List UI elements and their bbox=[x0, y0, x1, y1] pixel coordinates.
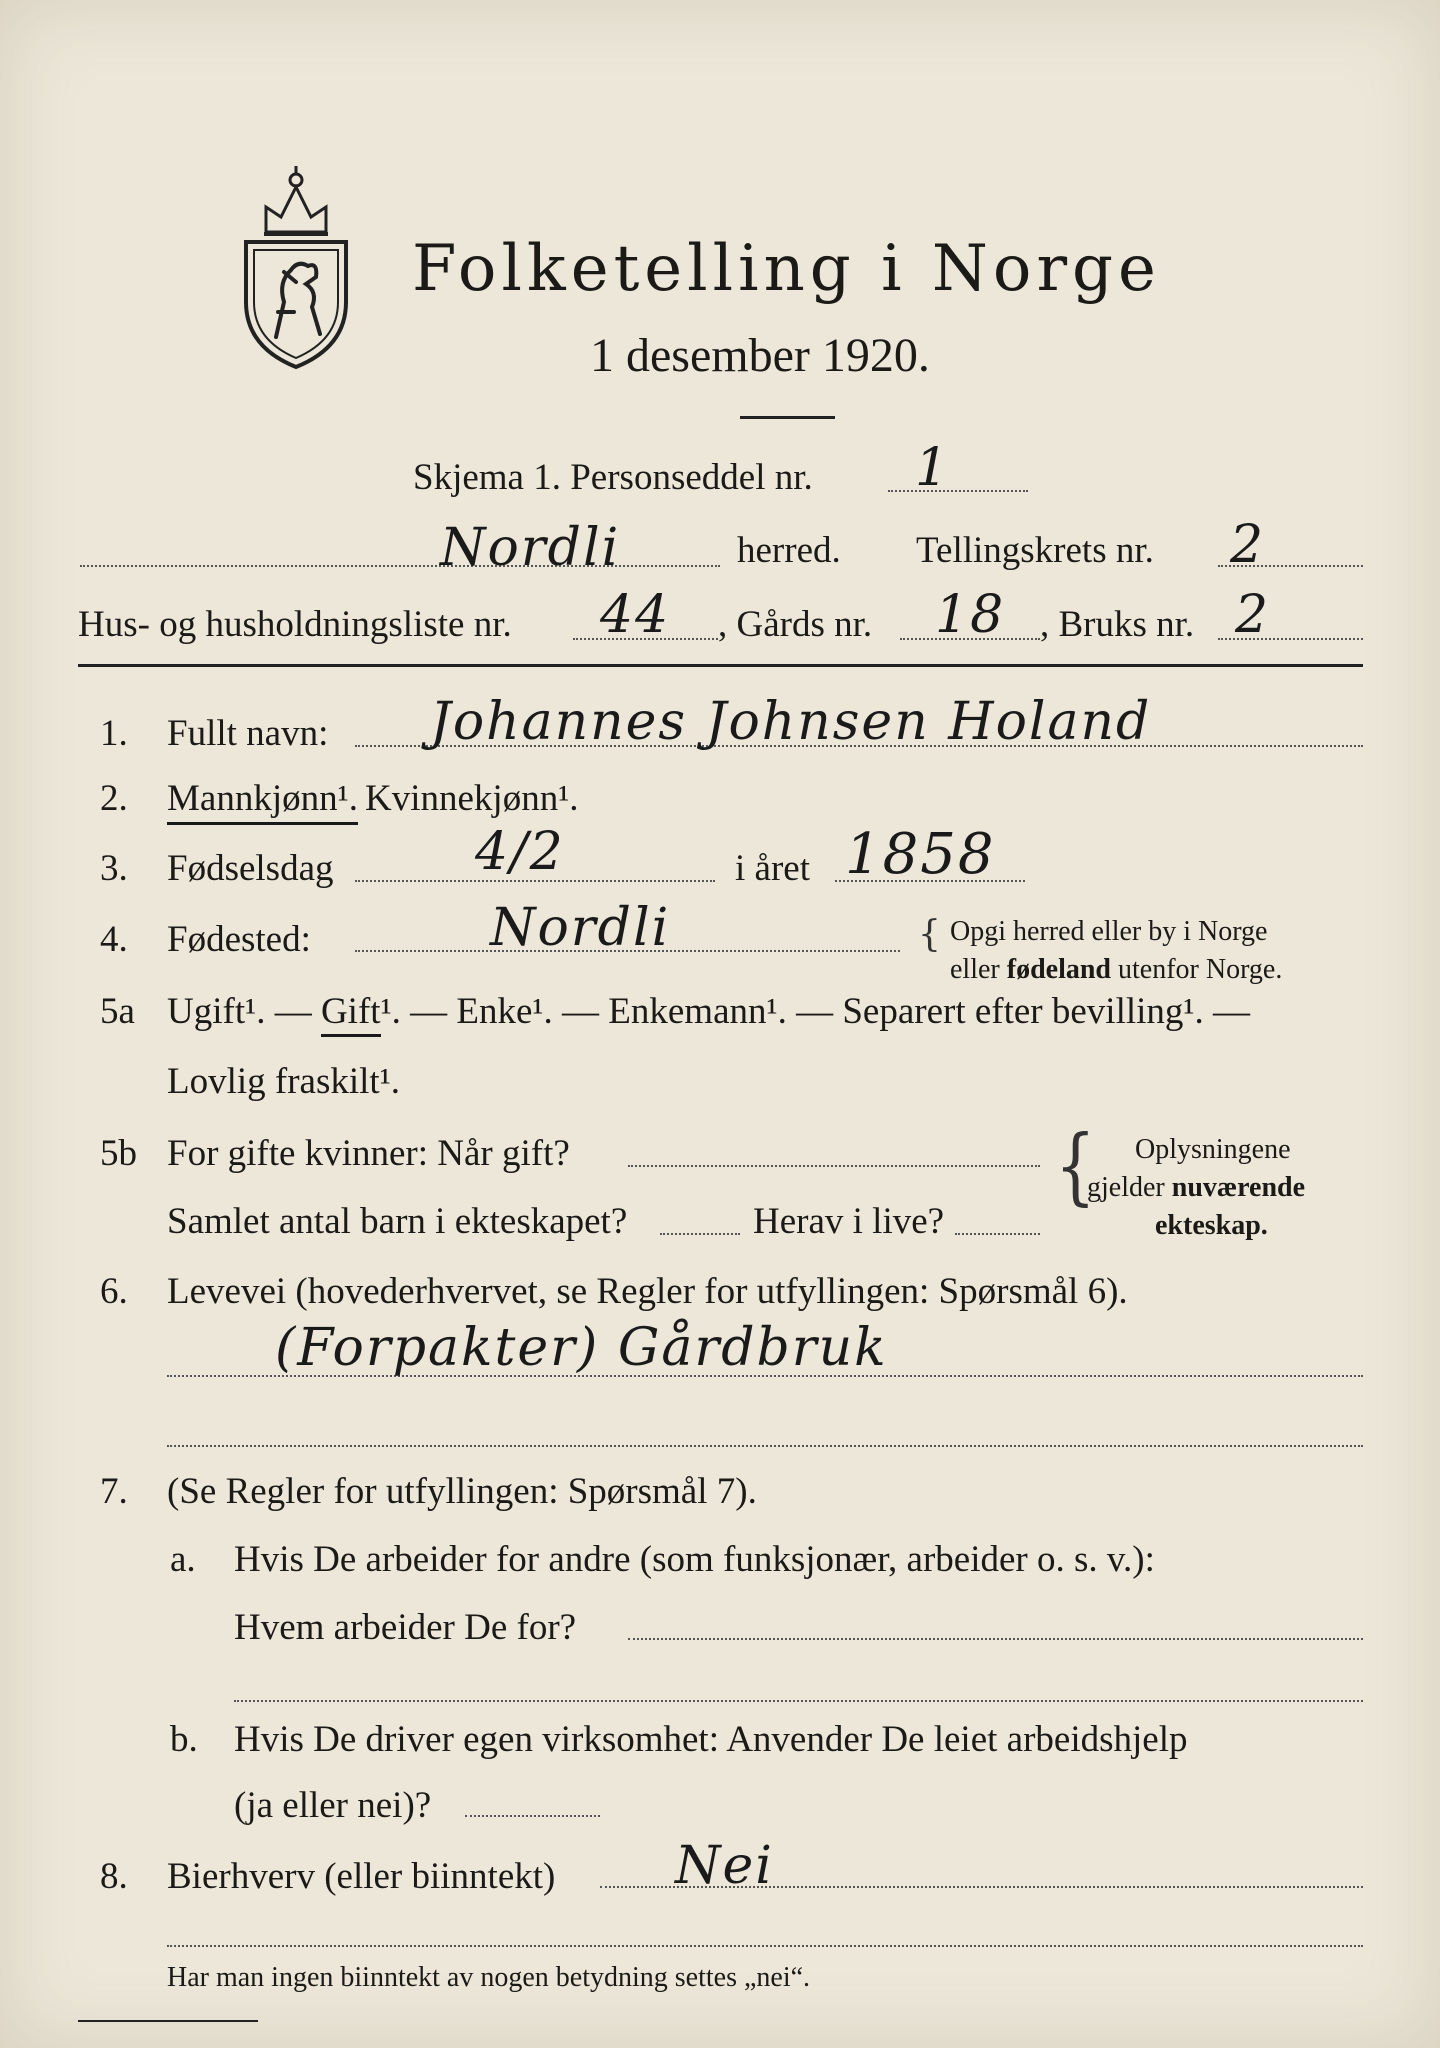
title-divider bbox=[740, 416, 835, 419]
tellingskrets-label: Tellingskrets nr. bbox=[916, 530, 1154, 571]
status-gift-option[interactable]: Gift bbox=[321, 991, 381, 1037]
q6-number: 6. bbox=[100, 1271, 128, 1312]
q4-note-line1: Opgi herred eller by i Norge bbox=[950, 916, 1268, 947]
q7a-question: Hvem arbeider De for? bbox=[234, 1607, 577, 1648]
q4-number: 4. bbox=[100, 919, 128, 960]
birthday-value[interactable]: 4/2 bbox=[475, 822, 565, 882]
form-title: Folketelling i Norge bbox=[412, 232, 1161, 306]
birthplace-value[interactable]: Nordli bbox=[490, 898, 671, 958]
footnote-rule bbox=[78, 2020, 258, 2022]
q5b-brace: { bbox=[1055, 1118, 1096, 1216]
q8-label: Bierhverv (eller biinntekt) bbox=[167, 1856, 556, 1897]
q5b-married-line bbox=[628, 1165, 1040, 1167]
bruks-label: , Bruks nr. bbox=[1040, 604, 1195, 645]
side-income-value[interactable]: Nei bbox=[675, 1836, 774, 1896]
q5b-note-nuvaerende: nuværende bbox=[1171, 1172, 1306, 1203]
q1-label: Fullt navn: bbox=[167, 713, 329, 754]
personseddel-line bbox=[888, 490, 1028, 492]
q5b-children-line bbox=[660, 1233, 740, 1235]
q5b-note-line3: ekteskap. bbox=[1155, 1210, 1268, 1241]
gards-value[interactable]: 18 bbox=[935, 585, 1006, 645]
q7b-number: b. bbox=[170, 1719, 198, 1760]
q7a-line1 bbox=[628, 1638, 1363, 1640]
q2-number: 2. bbox=[100, 778, 128, 819]
gards-label: , Gårds nr. bbox=[718, 604, 873, 645]
gender-female-option[interactable]: Kvinnekjønn¹. bbox=[365, 778, 579, 819]
footer-note: Har man ingen biinntekt av nogen betydning settes „nei“. bbox=[167, 1962, 811, 1993]
household-value[interactable]: 44 bbox=[600, 585, 671, 645]
bruks-value[interactable]: 2 bbox=[1235, 585, 1271, 645]
household-label: Hus- og husholdningsliste nr. bbox=[78, 604, 512, 645]
herred-label: herred. bbox=[737, 530, 841, 571]
q1-number: 1. bbox=[100, 713, 128, 754]
q5b-note-line2 bbox=[1087, 1172, 1305, 1204]
q6-label: Levevei (hovederhvervet, se Regler for utfyllingen: Spørsmål 6). bbox=[167, 1271, 1128, 1312]
q4-brace: { bbox=[918, 914, 941, 955]
occupation-value[interactable]: (Forpakter) Gårdbruk bbox=[275, 1318, 888, 1378]
q8-line2 bbox=[167, 1945, 1363, 1947]
status-ugift-option[interactable]: Ugift¹. — bbox=[167, 991, 312, 1032]
q3-number: 3. bbox=[100, 848, 128, 889]
birth-year-value[interactable]: 1858 bbox=[845, 822, 996, 887]
status-other-options[interactable]: ¹. — Enke¹. — Enkemann¹. — Separert efter bevilling¹. — bbox=[380, 991, 1251, 1032]
q4-note-eller: eller bbox=[950, 954, 1000, 985]
form-date: 1 desember 1920. bbox=[590, 329, 930, 382]
q5a-number: 5a bbox=[100, 991, 135, 1032]
q7a-number: a. bbox=[170, 1539, 196, 1580]
q5a-options bbox=[167, 990, 1250, 1033]
status-fraskilt-option[interactable]: Lovlig fraskilt¹. bbox=[167, 1061, 401, 1102]
q7b-text: Hvis De driver egen virksomhet: Anvender De leiet arbeidshjelp bbox=[234, 1719, 1188, 1760]
q5b-label-alive: Herav i live? bbox=[753, 1201, 945, 1242]
q6-line2 bbox=[167, 1445, 1363, 1447]
q5b-alive-line bbox=[955, 1233, 1040, 1235]
personseddel-value[interactable]: 1 bbox=[915, 438, 951, 498]
herred-value[interactable]: Nordli bbox=[440, 518, 621, 578]
gender-male-option[interactable]: Mannkjønn¹. bbox=[167, 777, 358, 825]
q4-note-fodeland: fødeland bbox=[1006, 954, 1111, 985]
herred-line bbox=[80, 565, 720, 567]
header-rule bbox=[78, 664, 1363, 667]
q7-label: (Se Regler for utfyllingen: Spørsmål 7). bbox=[167, 1471, 757, 1512]
q5b-note-gjelder: gjelder bbox=[1087, 1172, 1165, 1203]
year-label: i året bbox=[735, 848, 810, 889]
q5b-label-married: For gifte kvinner: Når gift? bbox=[167, 1133, 570, 1174]
q7b-line bbox=[465, 1815, 600, 1817]
q5b-number: 5b bbox=[100, 1133, 137, 1174]
q4-note-utenfor: utenfor Norge. bbox=[1118, 954, 1283, 985]
q7-number: 7. bbox=[100, 1471, 128, 1512]
personseddel-label: Skjema 1. Personseddel nr. bbox=[413, 457, 813, 498]
q7b-question: (ja eller nei)? bbox=[234, 1785, 432, 1826]
q7a-text: Hvis De arbeider for andre (som funksjonær, arbeider o. s. v.): bbox=[234, 1539, 1155, 1580]
q8-number: 8. bbox=[100, 1856, 128, 1897]
coat-of-arms-icon bbox=[236, 162, 356, 372]
full-name-value[interactable]: Johannes Johnsen Holand bbox=[430, 692, 1152, 752]
q4-label: Fødested: bbox=[167, 919, 311, 960]
q5b-label-children: Samlet antal barn i ekteskapet? bbox=[167, 1201, 628, 1242]
tellingskrets-value[interactable]: 2 bbox=[1230, 515, 1266, 575]
q3-label: Fødselsdag bbox=[167, 848, 334, 889]
q5b-note-line1: Oplysningene bbox=[1135, 1134, 1291, 1165]
q4-note-line2 bbox=[950, 954, 1282, 986]
q7a-line2 bbox=[234, 1700, 1363, 1702]
